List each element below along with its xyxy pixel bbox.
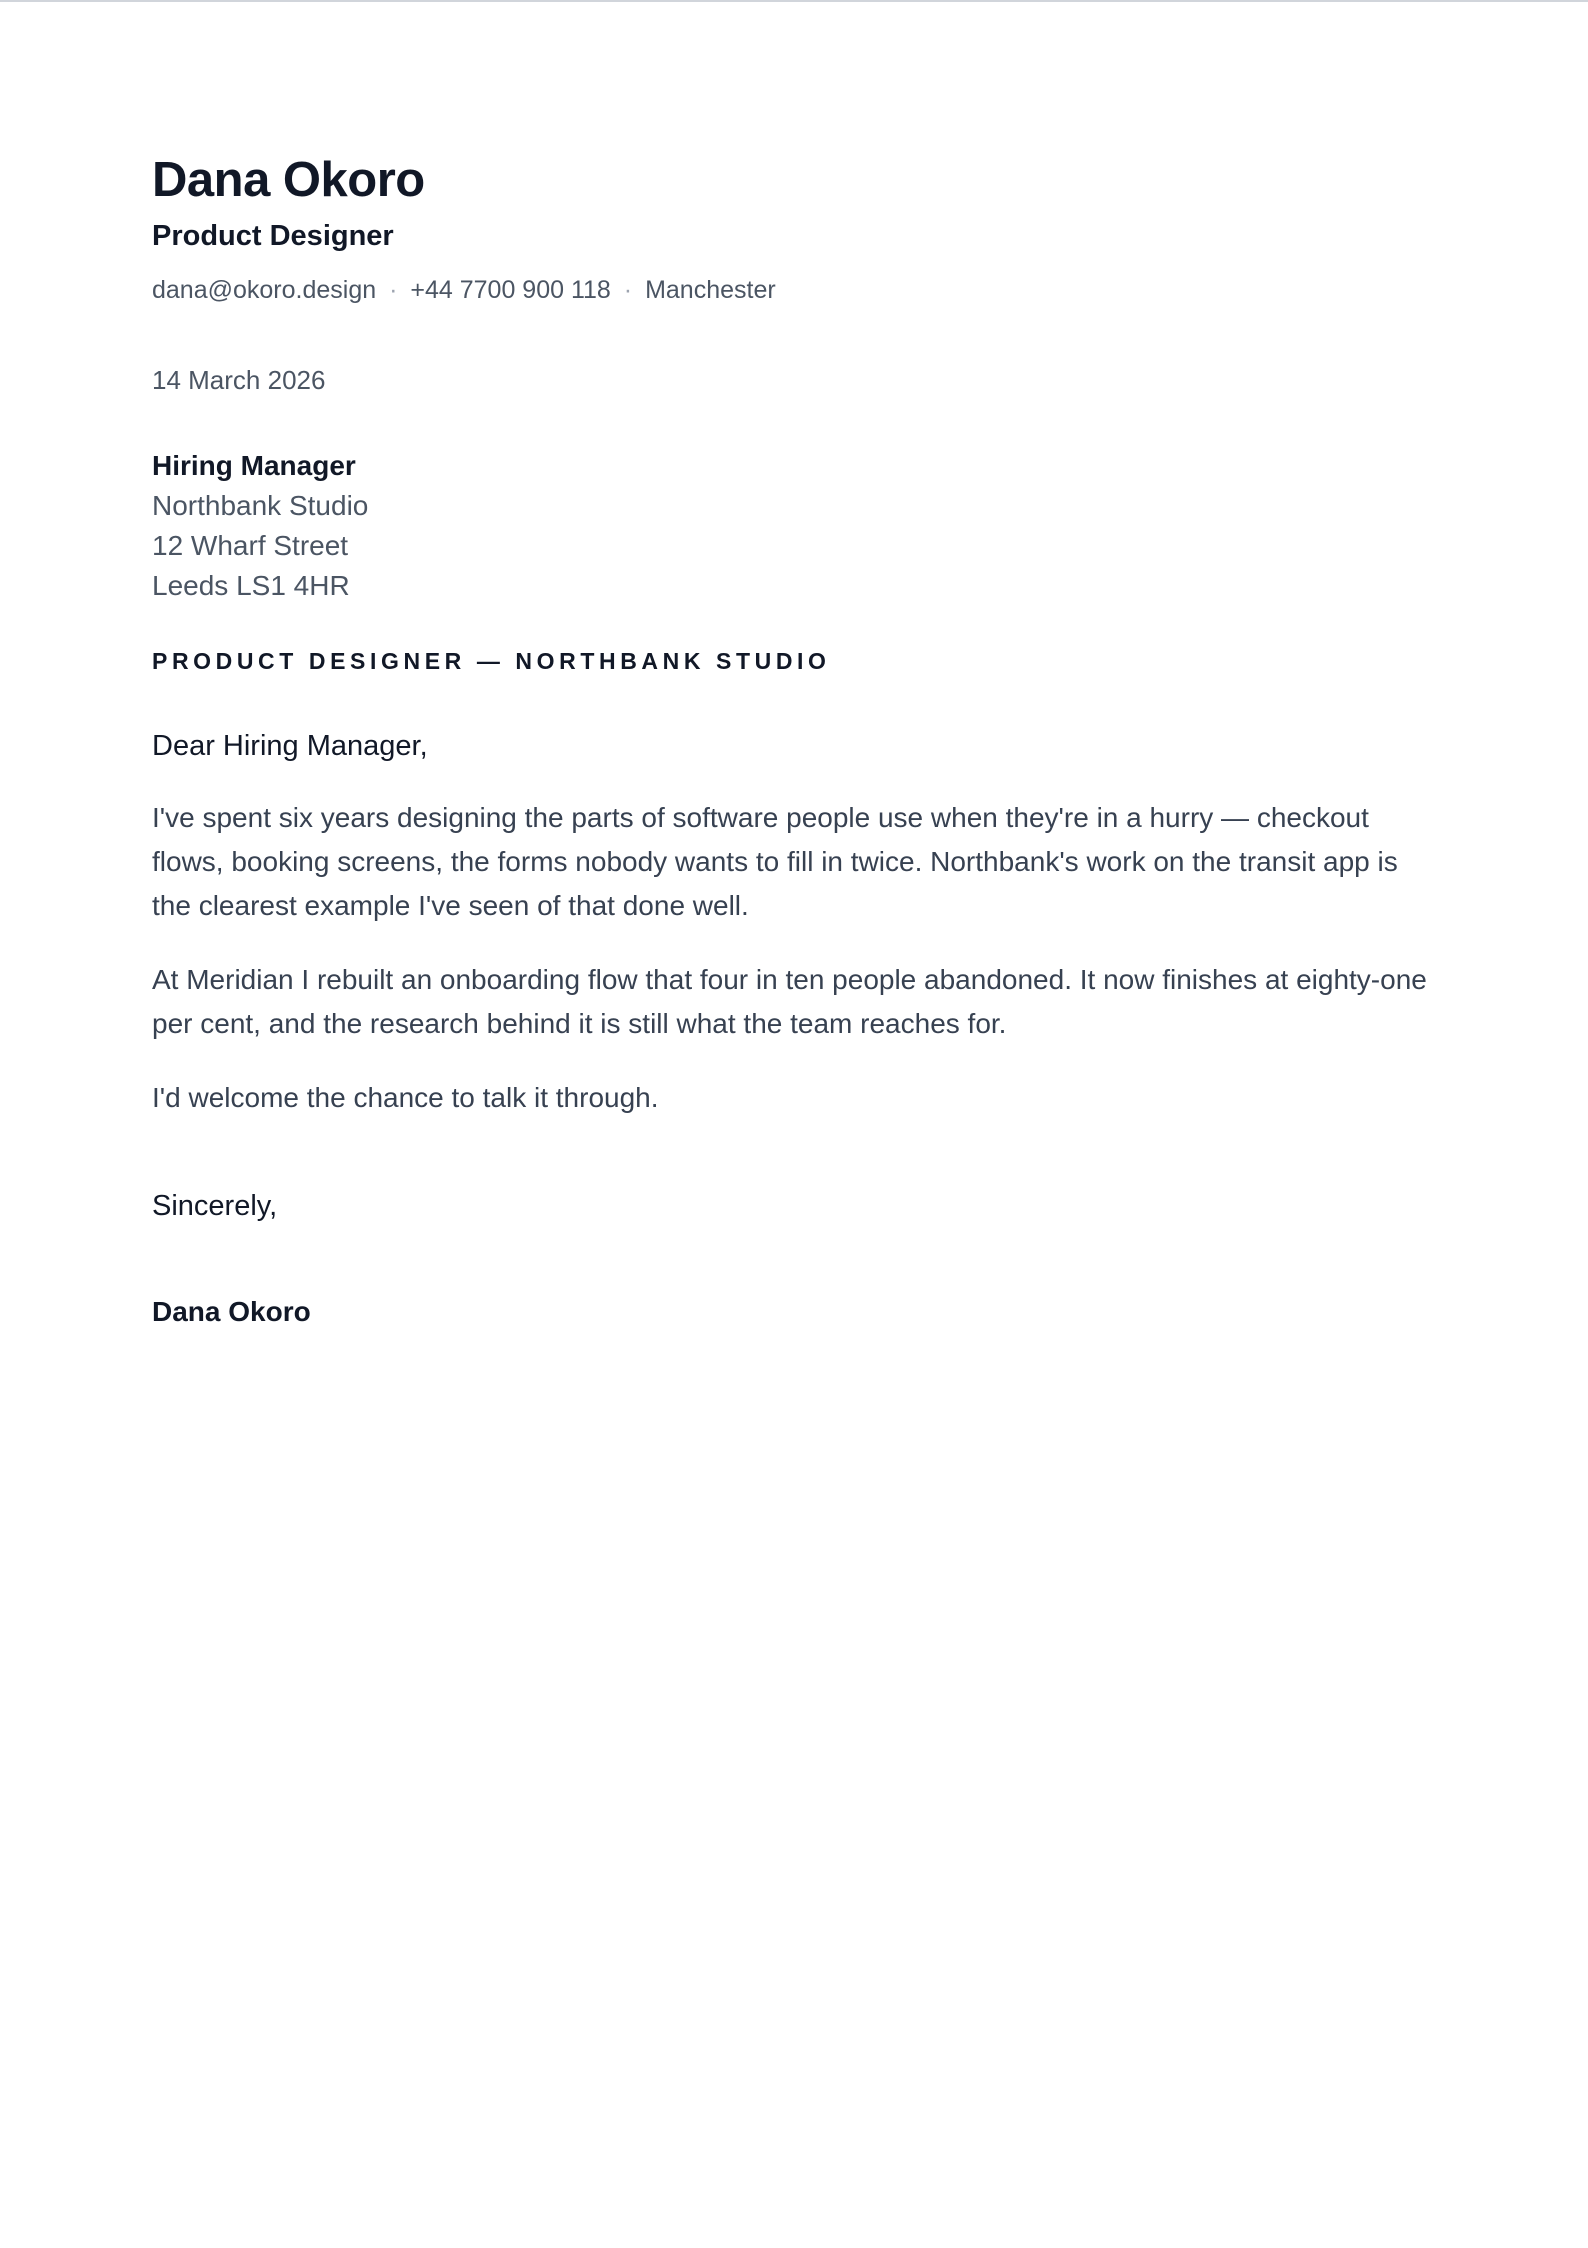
subject-line: PRODUCT DESIGNER — NORTHBANK STUDIO — [152, 648, 831, 674]
contact-separator: · — [623, 276, 633, 304]
recipient-address-line: Leeds LS1 4HR — [152, 570, 350, 601]
contact-separator: · — [389, 276, 398, 304]
sender-role: Product Designer — [152, 220, 394, 252]
cover-letter — [152, 150, 1442, 1332]
body-paragraph: At Meridian I rebuilt an onboarding flow that four in ten people abandoned. It now finishes at eighty-one per cent, and the research behind it is still what the team reaches for. — [152, 964, 1427, 1039]
body-paragraph: I've spent six years designing the parts of software people use when they're in a hurry — checkout flows, booking screens, the forms nobody wants to fill in twice. Northbank's work on the transit app is the clearest example I've seen of that done well. — [152, 802, 1398, 921]
body-paragraph: I'd welcome the chance to talk it through. — [152, 1082, 659, 1113]
recipient-address-line: 12 Wharf Street — [152, 530, 349, 561]
recipient-address-line: Northbank Studio — [152, 490, 369, 521]
top-divider — [0, 0, 1588, 2]
contact-phone: +44 7700 900 118 — [410, 276, 611, 304]
letter-date: 14 March 2026 — [152, 365, 326, 395]
recipient-name: Hiring Manager — [152, 450, 356, 481]
contact-email: dana@okoro.design — [152, 276, 377, 304]
contact-line — [152, 274, 1442, 306]
sender-name: Dana Okoro — [152, 153, 425, 207]
contact-location: Manchester — [645, 276, 776, 304]
closing: Sincerely, — [152, 1190, 278, 1222]
signature: Dana Okoro — [152, 1296, 311, 1327]
greeting: Dear Hiring Manager, — [152, 730, 428, 762]
recipient-block — [152, 446, 1442, 606]
